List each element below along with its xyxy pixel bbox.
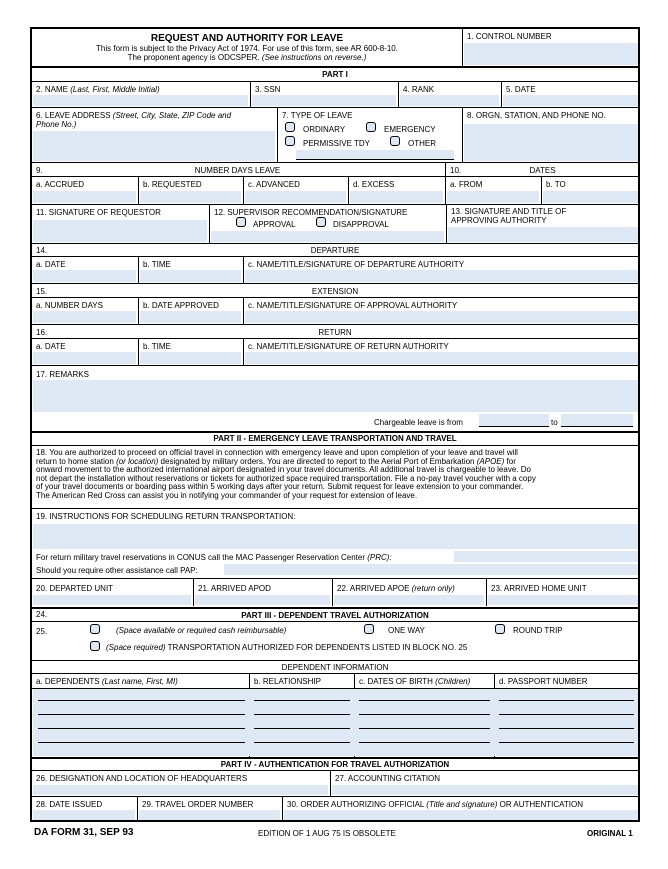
name-field[interactable] xyxy=(33,95,248,106)
chargeable-label: Chargeable leave is from xyxy=(374,418,463,427)
ext-days-label: a. NUMBER DAYS xyxy=(36,301,103,310)
ordinary-label: ORDINARY xyxy=(303,125,346,134)
date-issued-field[interactable] xyxy=(33,810,135,820)
name-label: 2. NAME (Last, First, Middle Initial) xyxy=(36,85,160,94)
leave-address-label: 6. LEAVE ADDRESS (Street, City, State, ZIP Code and xyxy=(36,111,232,120)
disapproval-label: DISAPPROVAL xyxy=(333,220,389,229)
emergency-leave-instructions: 18. You are authorized to proceed on official travel in connection with emergency leave and upon completion of your leave and travel will return to home station (or location) designated by military orders. You are directed to report to the Aerial Port of Embarkation (APOE) for onward movement to the authorized international airport designated in your travel documents. All additional travel is chargeable to leave. Do not depart the installation without reservations or tickets for authorized space required transportation. File a no-pay travel voucher with a copy of your travel documents or boarding pass within 5 working days after your return. Submit request for leave extension to your commander. The American Red Cross can assist you in notifying your commander of your request for extension of leave. xyxy=(36,448,536,500)
arrived-apoe-field[interactable] xyxy=(334,595,484,605)
headquarters-label: 26. DESIGNATION AND LOCATION OF HEADQUARTERS xyxy=(36,774,248,783)
order-official-label: 30. ORDER AUTHORIZING OFFICIAL (Title and signature) OR AUTHENTICATION xyxy=(287,800,584,809)
excess-field[interactable] xyxy=(350,191,443,203)
departed-unit-label: 20. DEPARTED UNIT xyxy=(36,584,114,593)
leave-address-field[interactable] xyxy=(33,131,275,161)
rank-field[interactable] xyxy=(400,95,499,106)
supervisor-label: 12. SUPERVISOR RECOMMENDATION/SIGNATURE xyxy=(214,208,408,217)
pap-phone-field[interactable] xyxy=(224,564,638,575)
number-days-heading: NUMBER DAYS LEAVE xyxy=(194,166,281,175)
space-available-label: (Space available or required cash reimbursable) xyxy=(116,626,287,635)
emergency-checkbox[interactable] xyxy=(366,122,376,132)
requested-field[interactable] xyxy=(140,191,241,203)
control-number-label: 1. CONTROL NUMBER xyxy=(467,32,552,41)
to-field[interactable] xyxy=(543,191,638,203)
departure-authority-label: c. NAME/TITLE/SIGNATURE OF DEPARTURE AUTHORITY xyxy=(248,260,465,269)
accounting-field[interactable] xyxy=(332,785,638,795)
dates-heading: DATES xyxy=(529,166,556,175)
excess-label: d. EXCESS xyxy=(353,180,395,189)
return-time-label: b. TIME xyxy=(143,342,171,351)
ext-date-field[interactable] xyxy=(140,311,241,323)
privacy-statement: This form is subject to the Privacy Act of 1974. For use of this form, see AR 600-8-10. xyxy=(96,44,398,53)
requested-label: b. REQUESTED xyxy=(143,180,202,189)
date-issued-label: 28. DATE ISSUED xyxy=(36,800,103,809)
arrived-home-field[interactable] xyxy=(488,595,638,605)
ordinary-checkbox[interactable] xyxy=(285,122,295,132)
type-of-leave-label: 7. TYPE OF LEAVE xyxy=(282,111,353,120)
return-authority-label: c. NAME/TITLE/SIGNATURE OF RETURN AUTHORITY xyxy=(248,342,449,351)
original-copy: ORIGINAL 1 xyxy=(587,829,633,838)
ssn-field[interactable] xyxy=(252,95,396,106)
return-transport-label: 19. INSTRUCTIONS FOR SCHEDULING RETURN TRANSPORTATION: xyxy=(36,512,296,521)
arrived-apod-field[interactable] xyxy=(195,595,330,605)
departed-unit-field[interactable] xyxy=(33,595,191,605)
pap-label: Should you require other assistance call PAP: xyxy=(36,566,198,575)
sig-requestor-field[interactable] xyxy=(33,220,207,242)
chargeable-from-field[interactable] xyxy=(479,414,549,426)
supervisor-sig-field[interactable] xyxy=(211,231,444,242)
date-label: 5. DATE xyxy=(506,85,536,94)
orgn-field[interactable] xyxy=(464,124,638,161)
ext-authority-field[interactable] xyxy=(245,311,638,323)
departure-date-field[interactable] xyxy=(33,270,136,282)
travel-order-field[interactable] xyxy=(139,810,280,820)
round-trip-checkbox[interactable] xyxy=(495,624,505,634)
relationship-label: b. RELATIONSHIP xyxy=(254,677,321,686)
return-date-field[interactable] xyxy=(33,352,136,364)
round-trip-label: ROUND TRIP xyxy=(513,626,563,635)
ssn-label: 3. SSN xyxy=(255,85,281,94)
return-transport-field[interactable] xyxy=(33,524,638,549)
approving-authority-field[interactable] xyxy=(448,227,638,242)
one-way-checkbox[interactable] xyxy=(364,624,374,634)
arrived-apod-label: 21. ARRIVED APOD xyxy=(198,584,271,593)
extension-heading: EXTENSION xyxy=(311,287,359,296)
space-required-label: (Space required) TRANSPORTATION AUTHORIZED FOR DEPENDENTS LISTED IN BLOCK NO. 25 xyxy=(106,643,468,652)
ext-authority-label: c. NAME/TITLE/SIGNATURE OF APPROVAL AUTHORITY xyxy=(248,301,458,310)
part1-heading: PART I xyxy=(322,70,348,79)
dependents-label: a. DEPENDENTS (Last name, First, MI) xyxy=(36,677,178,686)
arrived-apoe-label: 22. ARRIVED APOE (return only) xyxy=(337,584,455,593)
headquarters-field[interactable] xyxy=(33,785,328,795)
permissive-tdy-checkbox[interactable] xyxy=(285,136,295,146)
return-time-field[interactable] xyxy=(140,352,241,364)
accrued-field[interactable] xyxy=(33,191,136,203)
advanced-label: c. ADVANCED xyxy=(248,180,300,189)
accrued-label: a. ACCRUED xyxy=(36,180,85,189)
remarks-field[interactable] xyxy=(33,380,638,412)
approval-checkbox[interactable] xyxy=(236,217,246,227)
accounting-label: 27. ACCOUNTING CITATION xyxy=(335,774,441,783)
emergency-label: EMERGENCY xyxy=(384,125,436,134)
remarks-label: 17. REMARKS xyxy=(36,370,89,379)
ext-date-label: b. DATE APPROVED xyxy=(143,301,219,310)
return-authority-field[interactable] xyxy=(245,352,638,364)
form-number: DA FORM 31, SEP 93 xyxy=(34,827,134,838)
disapproval-checkbox[interactable] xyxy=(316,217,326,227)
conus-phone-field[interactable] xyxy=(454,551,638,562)
orgn-label: 8. ORGN, STATION, AND PHONE NO. xyxy=(467,111,606,120)
chargeable-to-field[interactable] xyxy=(561,414,633,426)
control-number-field[interactable] xyxy=(464,43,638,65)
other-label: OTHER xyxy=(408,139,436,148)
conus-label: For return military travel reservations in CONUS call the MAC Passenger Reservation Center (PRC): xyxy=(36,553,392,562)
approving-authority-label: 13. SIGNATURE AND TITLE OF APPROVING AUTHORITY xyxy=(451,207,567,225)
form-title: REQUEST AND AUTHORITY FOR LEAVE xyxy=(150,33,344,44)
other-checkbox[interactable] xyxy=(390,136,400,146)
permissive-tdy-label: PERMISSIVE TDY xyxy=(303,139,370,148)
departure-time-field[interactable] xyxy=(140,270,241,282)
from-label: a. FROM xyxy=(450,180,483,189)
departure-authority-field[interactable] xyxy=(245,270,638,282)
return-heading: RETURN xyxy=(318,328,352,337)
agency-line: The proponent agency is ODCSPER. (See instructions on reverse.) xyxy=(127,53,367,62)
departure-time-label: b. TIME xyxy=(143,260,171,269)
order-official-field[interactable] xyxy=(284,810,638,820)
to-label: b. TO xyxy=(546,180,566,189)
arrived-home-label: 23. ARRIVED HOME UNIT xyxy=(491,584,587,593)
sig-requestor-label: 11. SIGNATURE OF REQUESTOR xyxy=(36,208,161,217)
dependent-info-heading: DEPENDENT INFORMATION xyxy=(281,663,389,672)
departure-date-label: a. DATE xyxy=(36,260,66,269)
ext-days-field[interactable] xyxy=(33,311,136,323)
dob-label: c. DATES OF BIRTH (Children) xyxy=(359,677,471,686)
travel-order-label: 29. TRAVEL ORDER NUMBER xyxy=(142,800,254,809)
passport-label: d. PASSPORT NUMBER xyxy=(499,677,588,686)
return-date-label: a. DATE xyxy=(36,342,66,351)
part4-heading: PART IV - AUTHENTICATION FOR TRAVEL AUTHORIZATION xyxy=(220,760,450,769)
advanced-field[interactable] xyxy=(245,191,346,203)
space-required-checkbox[interactable] xyxy=(90,641,100,651)
rank-label: 4. RANK xyxy=(403,85,435,94)
one-way-label: ONE WAY xyxy=(388,626,425,635)
space-available-checkbox[interactable] xyxy=(90,624,100,634)
date-field[interactable] xyxy=(503,95,638,106)
part2-heading: PART II - EMERGENCY LEAVE TRANSPORTATION AND TRAVEL xyxy=(213,434,457,443)
edition-note: EDITION OF 1 AUG 75 IS OBSOLETE xyxy=(258,829,396,838)
part3-heading: PART III - DEPENDENT TRAVEL AUTHORIZATION xyxy=(241,611,429,620)
approval-label: APPROVAL xyxy=(253,220,296,229)
from-field[interactable] xyxy=(447,191,539,203)
departure-heading: DEPARTURE xyxy=(310,246,360,255)
